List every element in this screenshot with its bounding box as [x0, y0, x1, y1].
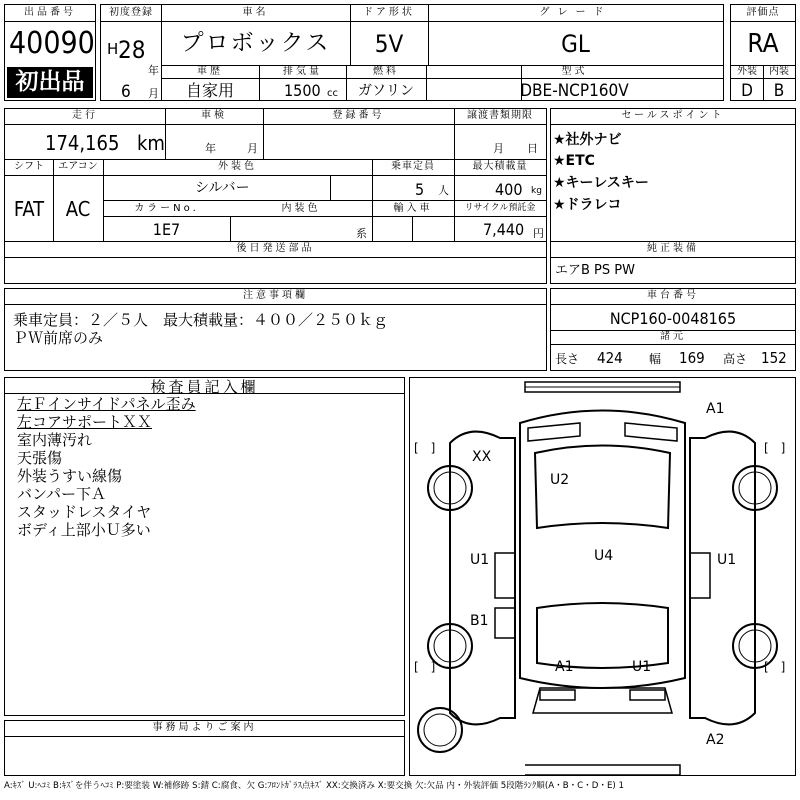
capacity-unit: 人: [438, 184, 449, 197]
ext-label: 外装: [737, 66, 757, 77]
int-value: B: [773, 81, 785, 101]
width-value: 169: [679, 349, 705, 367]
disp-value: 1500: [284, 81, 321, 100]
mileage-value: 174,165: [45, 131, 120, 155]
sales-point: ★社外ナビ: [553, 132, 622, 148]
chassis-value: NCP160-0048165: [609, 309, 737, 328]
inspector-note: ボディ上部小Ｕ多い: [17, 521, 151, 539]
inspector-note: 室内薄汚れ: [17, 431, 93, 449]
inspector-label: 検査員記入欄: [150, 378, 259, 396]
load-value: 400: [495, 180, 523, 199]
interior-suffix: 系: [356, 227, 367, 240]
exterior-color-value: シルバー: [195, 180, 250, 196]
sales-point: ★ドラレコ: [553, 197, 622, 213]
score-label: 評価点: [746, 7, 780, 18]
damage-mark: XX: [472, 449, 492, 465]
bracket-right-lower: [ ]: [764, 660, 786, 674]
model-label: 型式: [561, 66, 588, 77]
door-label: ドア形状: [363, 7, 415, 18]
vehicle-header-table: [100, 4, 724, 101]
damage-mark: B1: [470, 613, 489, 629]
exterior-color-label: 外装色: [218, 161, 257, 172]
bracket-right: [ ]: [764, 441, 786, 455]
inspector-note: バンパー下Ａ: [17, 485, 106, 503]
shift-label: シフト: [14, 161, 44, 172]
car-outline: [410, 378, 795, 775]
damage-mark: U1: [717, 552, 737, 568]
model-value: DBE-NCP160V: [520, 81, 629, 101]
first-listing-badge: 初出品: [7, 67, 93, 98]
recycle-value: 7,440: [483, 220, 525, 239]
score-value: RA: [747, 29, 779, 59]
import-label: 輸入車: [393, 203, 433, 214]
mileage-unit: km: [137, 131, 165, 155]
int-label: 内装: [769, 66, 789, 77]
inspector-box: [4, 377, 405, 716]
lot-number: 40090: [9, 26, 95, 61]
insp-month-unit: 月: [247, 142, 258, 155]
colorno-label: カラーNo.: [134, 203, 199, 214]
lot-label: 出品番号: [24, 7, 76, 18]
damage-mark: U4: [594, 548, 614, 564]
door-value: 5V: [374, 30, 404, 58]
height-value: 152: [761, 349, 787, 367]
disp-label: 排気量: [283, 66, 322, 77]
year-unit: 年: [148, 64, 159, 77]
inspector-note: 左Ｆインサイドパネル歪み: [17, 395, 196, 413]
insp-year-unit: 年: [205, 142, 216, 155]
recycle-unit: 円: [533, 227, 544, 240]
caution-line: ＰＷ前席のみ: [13, 329, 104, 347]
damage-mark: A1: [555, 659, 574, 675]
reg-year: 28: [118, 36, 146, 64]
name-label: 車名: [242, 7, 269, 18]
equipment-label: 純正装備: [647, 243, 699, 254]
later-parts-label: 後日発送部品: [236, 243, 315, 254]
equipment-value: エアB PS PW: [555, 263, 635, 278]
reg-month: 6: [121, 82, 131, 102]
era: H: [107, 40, 119, 58]
transfer-month-unit: 月: [493, 142, 504, 155]
sales-points-box: [550, 108, 796, 284]
length-value: 424: [597, 349, 623, 367]
disp-unit: cc: [327, 88, 338, 99]
month-unit: 月: [148, 87, 159, 100]
inspector-note: 外装うすい線傷: [17, 467, 123, 485]
office-label: 事務局よりご案内: [152, 722, 257, 733]
car-diagram: [409, 377, 796, 776]
transfer-day-unit: 日: [527, 142, 538, 155]
transfer-label: 譲渡書類期限: [467, 110, 533, 121]
bracket-left: [ ]: [414, 441, 436, 455]
sales-point: ★キーレスキー: [553, 175, 649, 191]
info-table: [4, 108, 547, 284]
reg-label: 初度登録: [109, 7, 153, 18]
inspector-note: スタッドレスタイヤ: [17, 503, 152, 521]
inspector-note: 左コアサポートＸＸ: [17, 413, 153, 431]
inspector-note: 天張傷: [17, 449, 63, 467]
history-value: 自家用: [185, 81, 234, 100]
lot-box: [4, 4, 96, 101]
height-label: 高さ: [723, 352, 748, 366]
damage-mark: U1: [632, 659, 652, 675]
load-label: 最大積載量: [472, 161, 528, 172]
sales-label: セールスポイント: [621, 110, 725, 121]
dimensions-label: 諸元: [660, 331, 686, 342]
grade-label: グレード: [539, 7, 612, 18]
damage-mark: A2: [706, 732, 725, 748]
caution-box: [4, 288, 547, 371]
office-box: [4, 720, 405, 776]
chassis-label: 車台番号: [647, 290, 699, 301]
ac-label: エアコン: [58, 161, 98, 172]
damage-mark: U1: [470, 552, 490, 568]
capacity-value: 5: [415, 180, 425, 199]
load-unit: kg: [531, 186, 542, 196]
length-label: 長さ: [555, 352, 580, 366]
history-label: 車歴: [197, 66, 223, 77]
interior-label: 内装色: [281, 203, 321, 214]
car-name: プロボックス: [180, 30, 331, 56]
width-label: 幅: [649, 352, 662, 366]
regno-label: 登録番号: [332, 110, 385, 121]
fuel-label: 燃料: [373, 66, 399, 77]
inspection-label: 車検: [201, 110, 227, 121]
sales-point: ★ETC: [553, 153, 595, 169]
damage-mark: A1: [706, 401, 725, 417]
ext-value: D: [741, 81, 753, 101]
caution-label: 注意事項欄: [243, 290, 308, 301]
shift-value: FAT: [13, 197, 45, 221]
score-box: [730, 4, 796, 101]
capacity-label: 乗車定員: [391, 161, 435, 172]
bracket-left-lower: [ ]: [414, 660, 436, 674]
chassis-box: [550, 288, 796, 371]
colorno-value: 1E7: [152, 220, 181, 239]
grade-value: GL: [561, 30, 590, 58]
mileage-label: 走行: [72, 110, 98, 121]
caution-line: 乗車定員：２／５人 最大積載量：４００／２５０ｋｇ: [13, 311, 389, 329]
recycle-label: リサイクル預託金: [464, 203, 536, 213]
damage-mark: U2: [550, 472, 570, 488]
ac-value: AC: [65, 197, 91, 221]
fuel-value: ガソリン: [358, 83, 414, 99]
legend: A:ｷｽﾞ U:ﾍｺﾐ B:ｷｽﾞを伴うﾍｺﾐ P:要塗装 W:補修跡 S:錆 C:腐食、欠 G:ﾌﾛﾝﾄｶﾞﾗｽ点ｷｽﾞ XX:交換済み X:要交換 欠:欠品 内・外装評価 5段階ﾗﾝｸ順(A・B・C・D・E) 1: [4, 781, 624, 791]
